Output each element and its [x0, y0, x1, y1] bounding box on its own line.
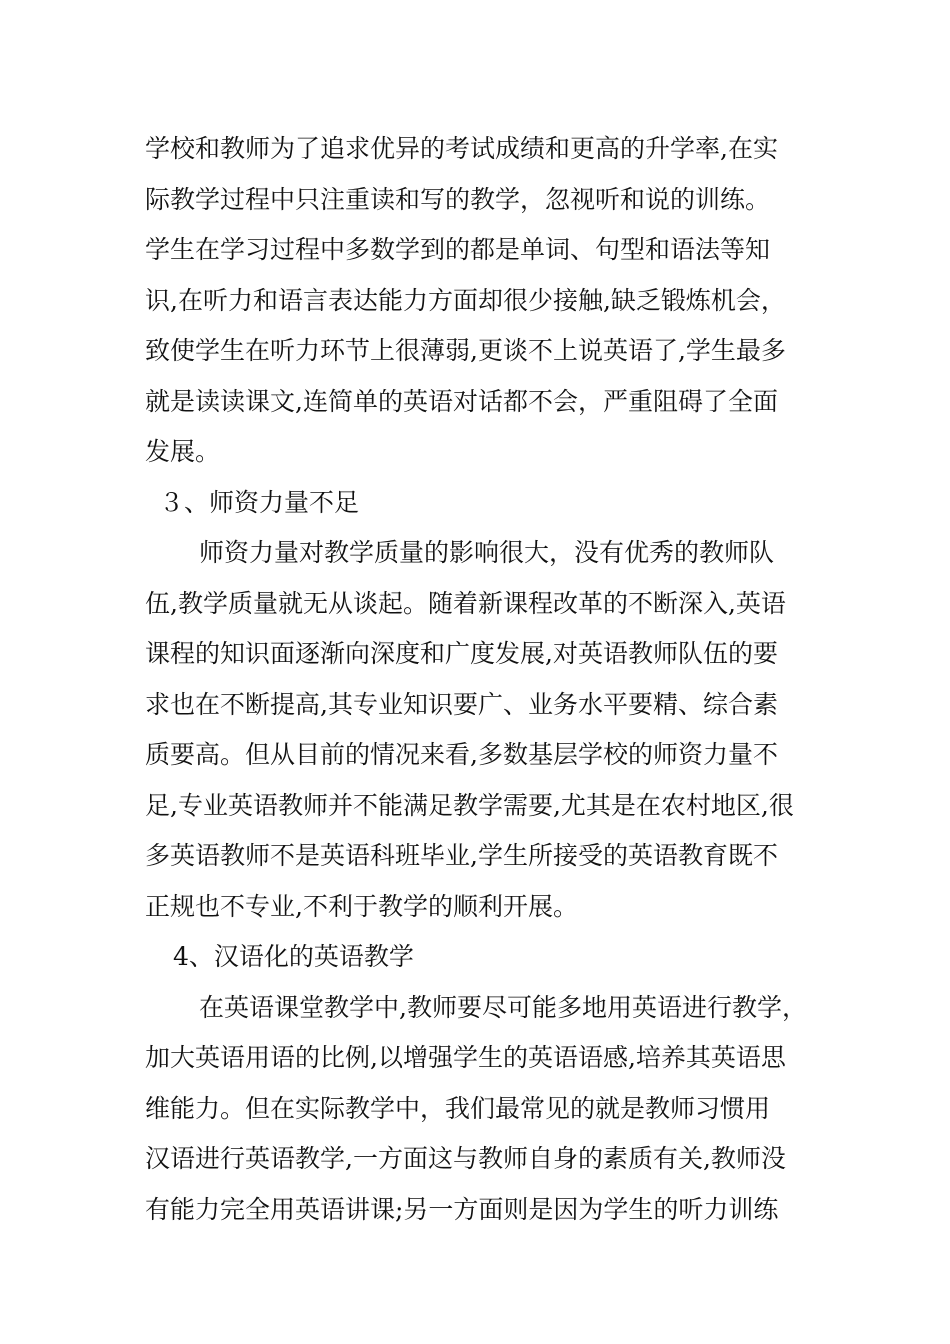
- text-line: 课程的知识面逐渐向深度和广度发展,对英语教师队伍的要: [145, 639, 778, 668]
- text-line: 际教学过程中只注重读和写的教学，忽视听和说的训练。: [145, 184, 771, 214]
- text-line: 识,在听力和语言表达能力方面却很少接触,缺乏锻炼机会，: [145, 285, 786, 315]
- text-line: 学生在学习过程中多数学到的都是单词、句型和语法等知: [145, 235, 771, 264]
- text-line: 伍,教学质量就无从谈起。随着新课程改革的不断深入,英语: [145, 588, 786, 618]
- text-line: 足,专业英语教师并不能满足教学需要,尤其是在农村地区,很: [145, 790, 794, 820]
- paragraph-1: [145, 124, 795, 478]
- text-line: 质要高。但从目前的情况来看,多数基层学校的师资力量不: [145, 740, 778, 769]
- text-line: 就是读读课文,连简单的英语对话都不会，严重阻碍了全面: [145, 386, 778, 416]
- text-line: 多英语教师不是英语科班毕业,学生所接受的英语教育既不: [145, 841, 778, 870]
- text-line: 师资力量对教学质量的影响很大，没有优秀的教师队: [199, 538, 775, 567]
- paragraph-2: [145, 528, 795, 932]
- text-line: 学校和教师为了追求优异的考试成绩和更高的升学率,在实: [145, 134, 778, 163]
- document-body: [145, 124, 807, 1235]
- text-line: 求也在不断提高,其专业知识要广、业务水平要精、综合素: [145, 689, 778, 719]
- section-heading-3: ３、师资力量不足: [159, 487, 360, 517]
- paragraph-3: [145, 983, 807, 1236]
- section-heading-4: 4、汉语化的英语教学: [173, 942, 414, 971]
- text-line: 汉语进行英语教学,一方面这与教师自身的素质有关,教师没: [145, 1144, 786, 1173]
- text-line: 维能力。但在实际教学中，我们最常见的就是教师习惯用: [145, 1093, 771, 1123]
- text-line: 正规也不专业,不利于教学的顺利开展。: [145, 891, 578, 921]
- text-line: 有能力完全用英语讲课;另一方面则是因为学生的听力训练: [145, 1194, 779, 1224]
- text-line: 在英语课堂教学中,教师要尽可能多地用英语进行教学，: [199, 992, 807, 1022]
- text-line: 发展。: [145, 437, 221, 466]
- text-line: 加大英语用语的比例,以增强学生的英语语感,培养其英语思: [145, 1043, 786, 1072]
- text-line: 致使学生在听力环节上很薄弱,更谈不上说英语了,学生最多: [145, 336, 786, 365]
